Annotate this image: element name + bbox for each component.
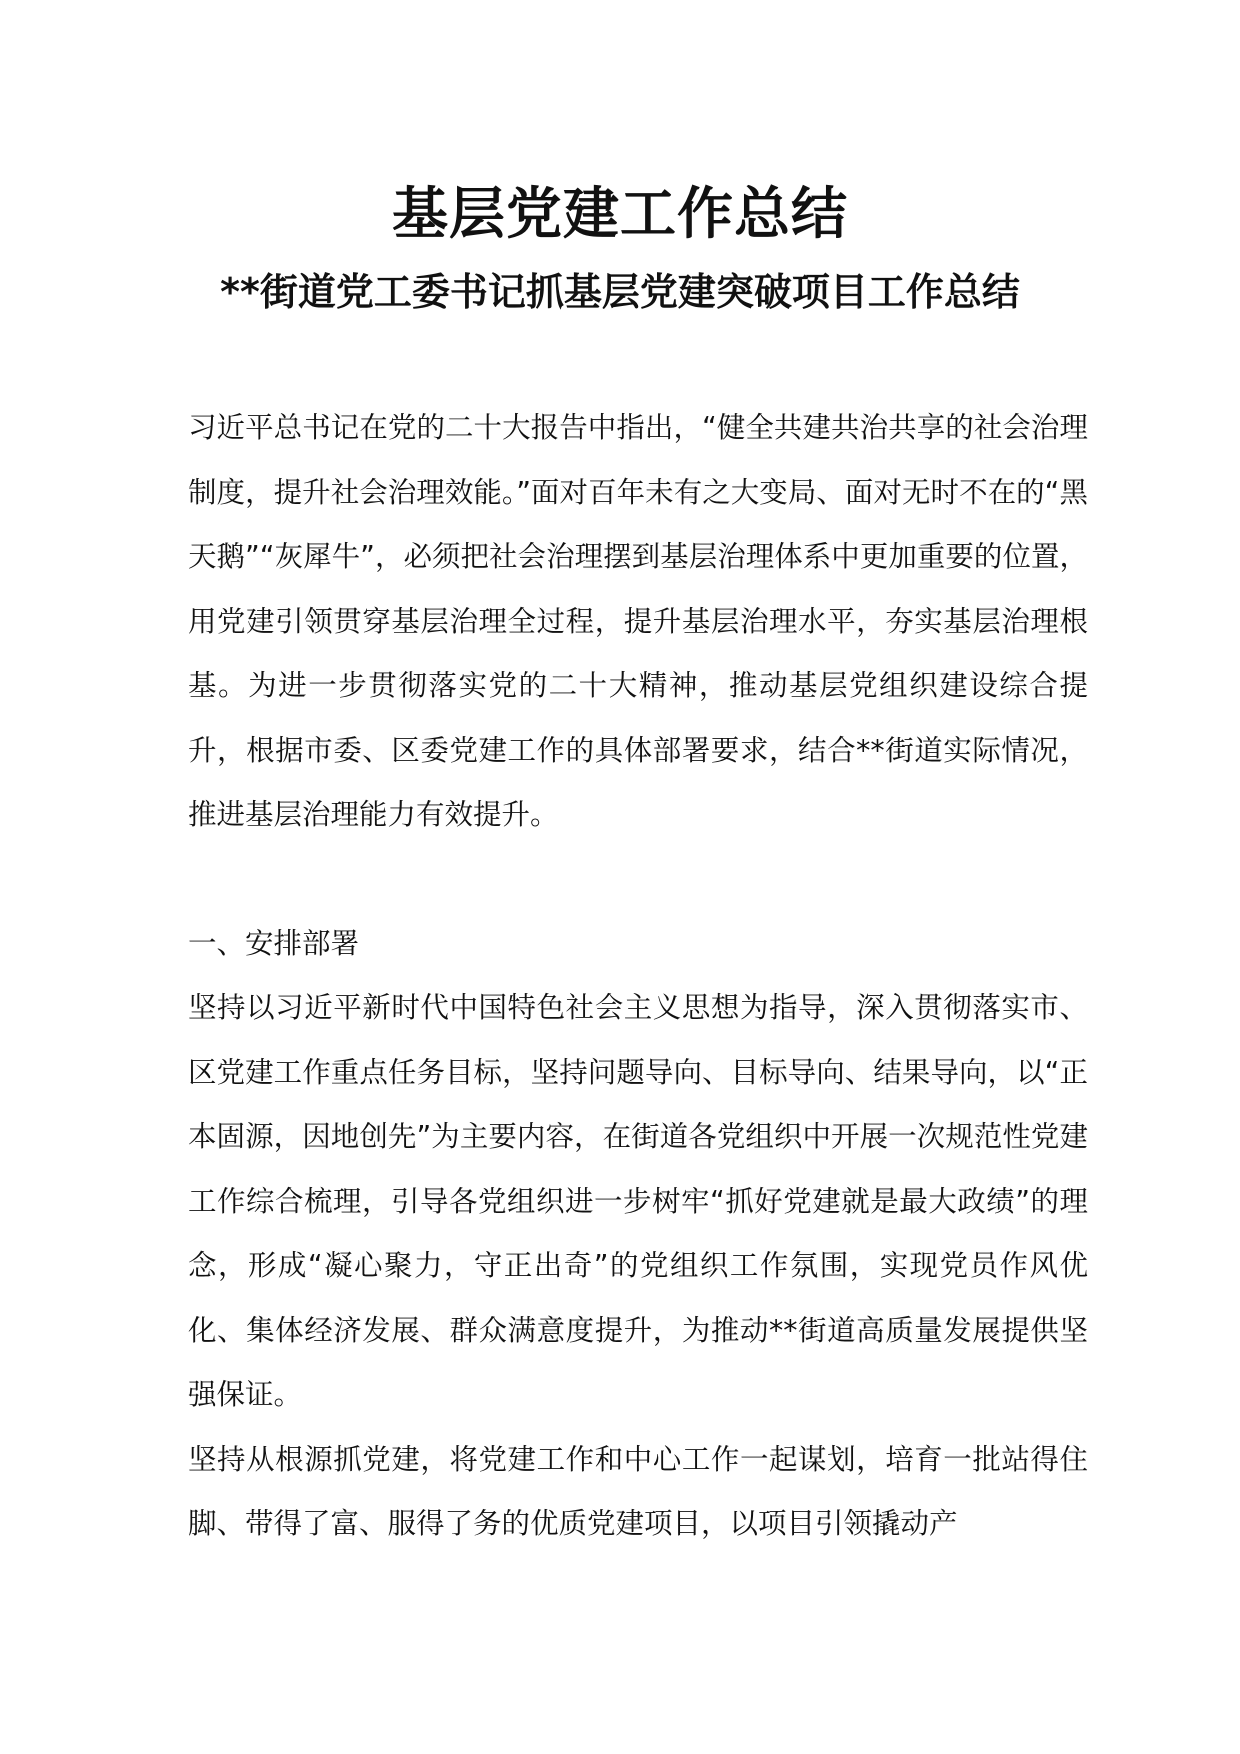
document-title: 基层党建工作总结 bbox=[392, 182, 848, 247]
section-paragraph-2: 坚持从根源抓党建，将党建工作和中心工作一起谋划，培育一批站得住脚、带得了富、服得了务的优质党建项目，以项目引领撬动产 bbox=[188, 1442, 1088, 1540]
section-heading: 一、安排部署 bbox=[188, 926, 360, 960]
section-paragraph-1: 坚持以习近平新时代中国特色社会主义思想为指导，深入贯彻落实市、区党建工作重点任务目标，坚持问题导向、目标导向、结果导向，以“正本固源，因地创先”为主要内容，在街道各党组织中开展一次规范性党建工作综合梳理，引导各党组织进一步树牢“抓好党建就是最大政绩”的理念，形成“凝心聚力，守正出奇”的党组织工作氛围，实现党员作风优化、集体经济发展、群众满意度提升，为推动**街道高质量发展提供坚强保证。 bbox=[188, 991, 1088, 1411]
document-subtitle: **街道党工委书记抓基层党建突破项目工作总结 bbox=[220, 270, 1020, 314]
document-body bbox=[188, 396, 1088, 1557]
paragraph-spacer bbox=[188, 848, 1088, 912]
intro-paragraph: 习近平总书记在党的二十大报告中指出，“健全共建共治共享的社会治理制度，提升社会治理效能。”面对百年未有之大变局、面对无时不在的“黑天鹅”“灰犀牛”，必须把社会治理摆到基层治理体系中更加重要的位置，用党建引领贯穿基层治理全过程，提升基层治理水平，夯实基层治理根基。为进一步贯彻落实党的二十大精神，推动基层党组织建设综合提升，根据市委、区委党建工作的具体部署要求，结合**街道实际情况，推进基层治理能力有效提升。 bbox=[188, 411, 1088, 831]
